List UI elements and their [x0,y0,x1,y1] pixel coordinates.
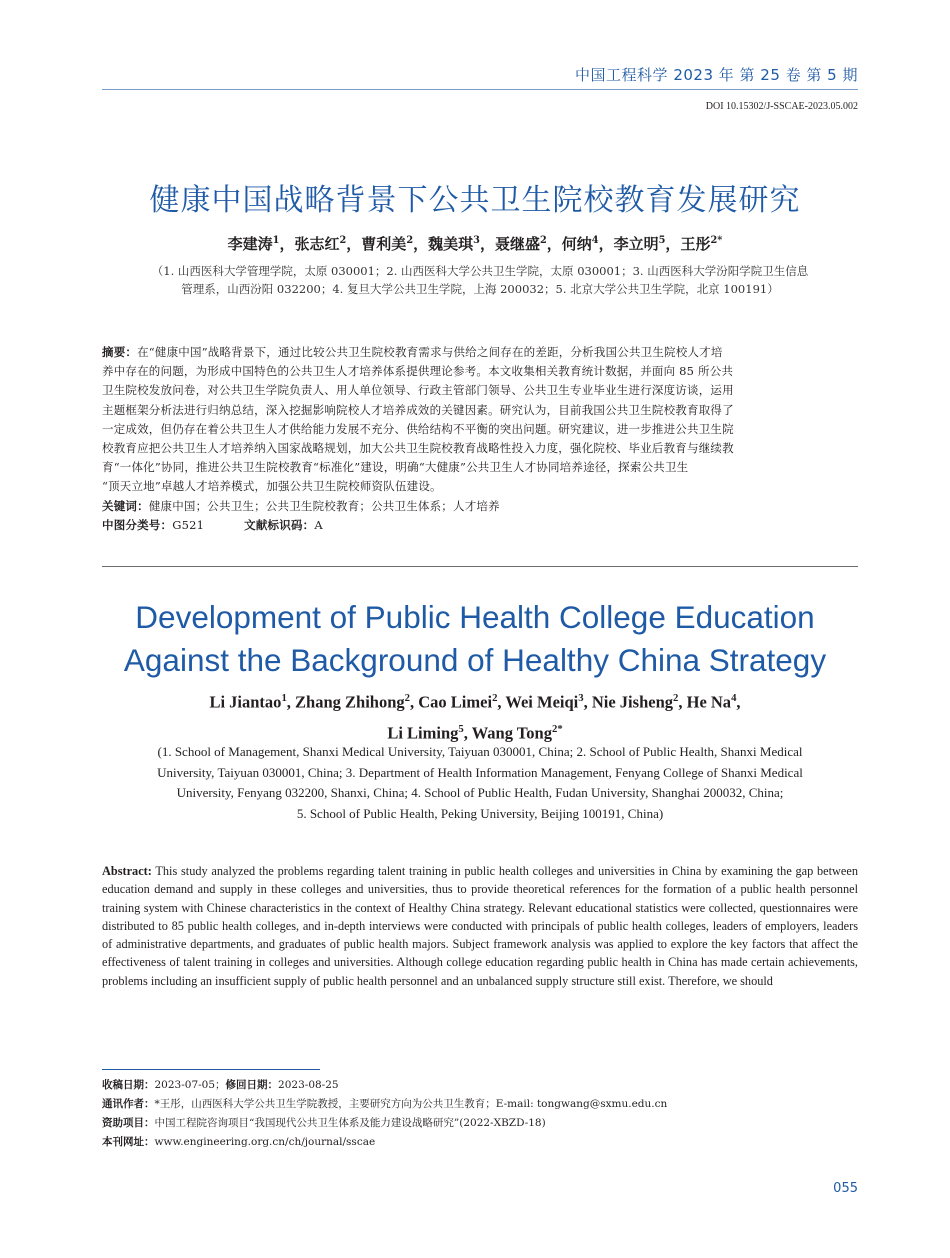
author: 魏美琪$^3$， [428,235,495,253]
abstract-line: 一定成效，但仍存在着公共卫生人才供给能力发展不充分、供给结构不平衡的突出问题。研究建议，进一步推进公共卫生院 [102,421,734,436]
en-title [0,596,950,682]
affiliation-line: （1. 山西医科大学管理学院，太原 030001；2. 山西医科大学公共卫生学院，太原 030001；3. 山西医科大学汾阳学院卫生信息 [151,264,809,278]
classification: 中图分类号：G521 文献标识码：A [102,517,323,532]
en-authors-line: Li Jiantao$^1$, Zhang Zhihong$^2$, Cao Limei$^2$, Wei Meiqi$^3$, Nie Jisheng$^2$, He Na$^4$, [209,692,741,712]
abstract-line: “顶天立地”卓越人才培养模式，加强公共卫生院校师资队伍建设。 [102,479,442,494]
footnotes [102,1076,858,1152]
abstract-line: 校教育应把公共卫生人才培养纳入国家战略规划，加大公共卫生院校教育战略性投入力度，强化院校、毕业后教育与继续教 [102,441,734,456]
cn-authors [0,233,950,254]
keywords-label: 关键词： [102,498,149,513]
en-abstract-label: Abstract: [102,864,152,878]
cn-title: 健康中国战略背景下公共卫生院校教育发展研究 [149,183,801,218]
author: 曹利美$^2$， [361,235,429,253]
cn-abstract [102,343,858,535]
journal-url-link[interactable]: www.engineering.org.cn/ch/journal/sscae [154,1136,376,1148]
footnote-funding: 资助项目：中国工程院咨询项目“我国现代公共卫生体系及能力建设战略研究”(2022-XBZD-18) [102,1117,546,1129]
journal-header: 中国工程科学 2023 年 第 25 卷 第 5 期 [575,66,858,84]
page-number: 055 [833,1181,858,1196]
keywords: 关键词：健康中国；公共卫生；公共卫生院校教育；公共卫生体系；人才培养 [102,498,500,513]
en-title-line: Against the Background of Healthy China Strategy [123,642,827,678]
en-abstract [102,862,858,990]
author: 王彤$^{2*}$ [680,235,723,253]
affiliation-line: 管理系，山西汾阳 032200；4. 复旦大学公共卫生学院，上海 200032；5. 北京大学公共卫生学院，北京 100191） [181,282,779,296]
author: 何纳$^4$， [561,235,614,253]
footnote-url: 本刊网址：www.engineering.org.cn/ch/journal/sscae [102,1136,376,1148]
abstract-line: 主题框架分析法进行归纳总结，深入挖掘影响院校人才培养成效的关键因素。研究认为，目前我国公共卫生院校教育取得了 [102,402,734,417]
abstract-line: 卫生院校发放问卷，对公共卫生学院负责人、用人单位领导、行政主管部门领导、公共卫生专业毕业生进行深度访谈，运用 [102,383,734,398]
author: 张志红$^2$， [294,235,362,253]
section-divider [102,566,858,567]
abstract-line: 摘要：在“健康中国”战略背景下，通过比较公共卫生院校教育需求与供给之间存在的差距，分析我国公共卫生院校人才培 [102,345,723,359]
header-rule [102,89,858,90]
abstract-label: 摘要： [102,345,138,359]
abstract-line: 养中存在的问题，为形成中国特色的公共卫生人才培养体系提供理论参考。本文收集相关教育统计数据，并面向 85 所公共 [102,364,734,379]
affiliation-line: 5. School of Public Health, Peking University, Beijing 100191, China) [296,805,664,821]
en-abstract-text: This study analyzed the problems regarding talent training in public health colleges and universities in China by examining the gap between education demand and supply in these colleges and universities, thus to provide theoretical references for the formation of a public health personnel training system with Chinese characteristics in the context of Healthy China strategy. Relevant educational statistics were collected, questionnaires were distributed to 85 public health colleges, and in-depth interviews were conducted with principals of public health colleges, leaders of employers, leaders of administrative departments, and graduates of public health majors. Subject framework analysis was applied to explore the key factors that affect the effectiveness of talent training in colleges and universities. Although college education regarding public health in China has made certain achievements, problems including an insufficient supply of public health personnel and an unbalanced supply structure still exist. Therefore, we should [102,864,858,988]
affiliation-line: University, Taiyuan 030001, China; 3. Department of Health Information Management, Fenyang College of Shanxi Medical [157,764,803,780]
en-affiliations [102,742,858,824]
author: 聂继盛$^2$， [494,235,562,253]
affiliation-line: University, Fenyang 032200, Shanxi, China; 4. School of Public Health, Fudan University, Shanghai 200032, China; [176,785,784,800]
abstract-line: 育“一体化”协同，推进公共卫生院校教育“标准化”建设，明确“大健康”公共卫生人才协同培养途径，探索公共卫生 [102,460,689,475]
en-title-line: Development of Public Health College Education [135,599,815,635]
en-authors [0,685,950,746]
author: 李建涛$^1$， [227,235,295,253]
footnote-rule [102,1069,320,1070]
footnote-corresponding: 通讯作者：*王彤，山西医科大学公共卫生学院教授，主要研究方向为公共卫生教育；E-mail: tongwang@sxmu.edu.cn [102,1098,668,1110]
footnote-dates: 收稿日期：2023-07-05；修回日期：2023-08-25 [102,1079,339,1091]
affiliation-line: (1. School of Management, Shanxi Medical University, Taiyuan 030001, China; 2. School of Public Health, Shanxi Medical [157,744,803,759]
doi[interactable]: DOI 10.15302/J-SSCAE-2023.05.002 [705,101,858,112]
author: 李立明$^5$， [613,235,681,253]
en-authors-line: Li Liming$^5$, Wang Tong$^{2*}$ [387,722,563,742]
cn-affiliations [102,262,858,298]
